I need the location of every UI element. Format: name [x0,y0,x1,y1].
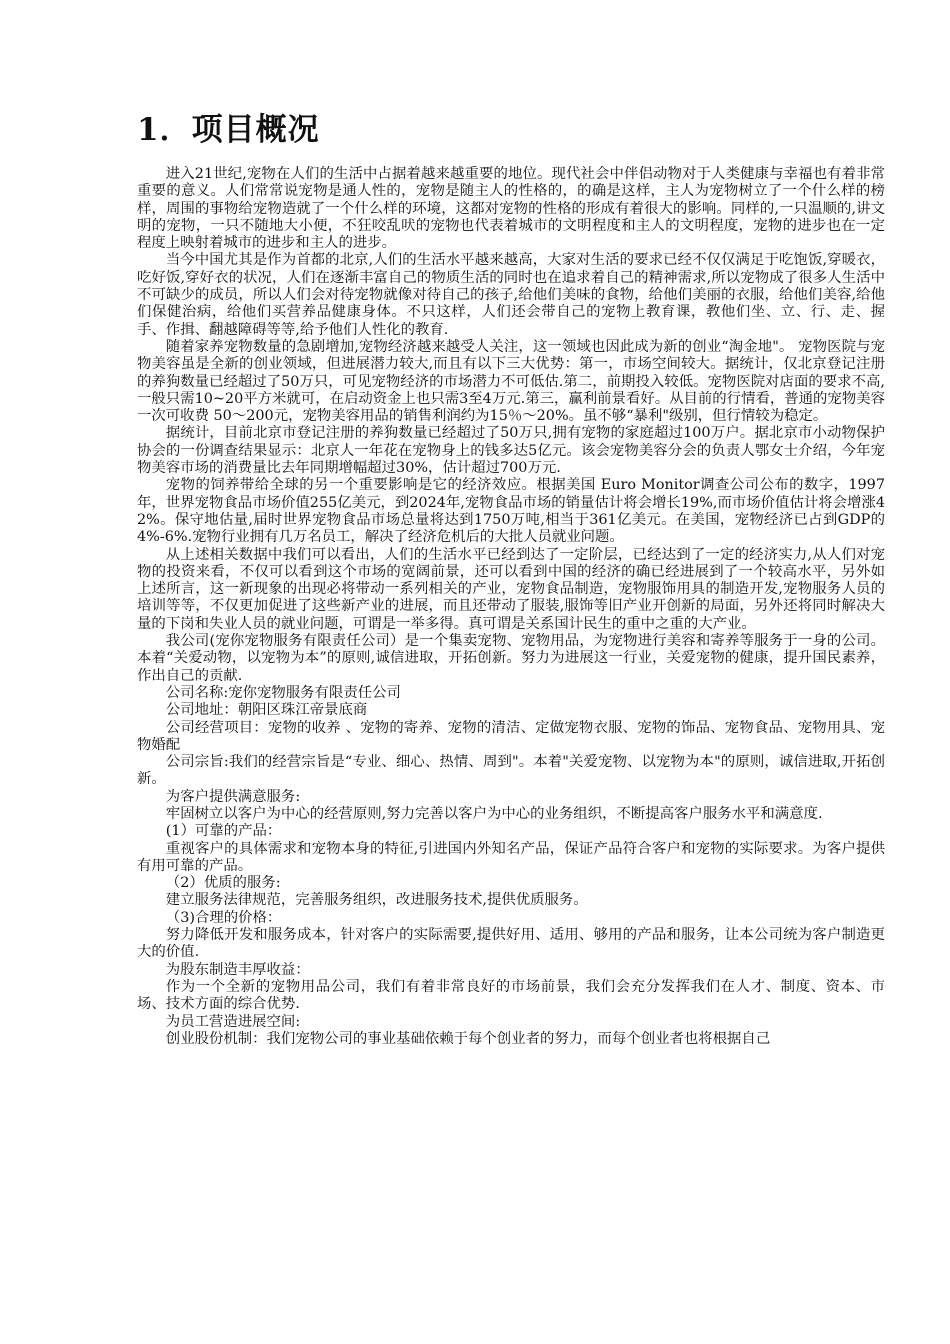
paragraph: 牢固树立以客户为中心的经营原则,努力完善以客户为中心的业务组织，不断提高客户服务水平和满意度. [165,805,823,822]
section-heading: 1．项目概况 [137,112,320,148]
paragraph: (1）可靠的产品： [165,823,282,840]
paragraph: 据统计，目前北京市登记注册的养狗数量已经超过了50万只,拥有宠物的家庭超过100万户。据北京市小动物保护协会的一份调查结果显示：北京人一年花在宠物身上的钱多达5亿元。该会宠物美容分会的负责人鄂女士介绍，今年宠物美容市场的消费量比去年同期增幅超过30%，估计超过700万元. [137,425,885,477]
paragraph: 建立服务法律规范，完善服务组织，改进服务技术,提供优质服务。 [165,892,588,909]
paragraph: 为客户提供满意服务: [165,788,301,805]
paragraph: 为股东制造丰厚收益： [165,961,310,978]
paragraph: 作为一个全新的宠物用品公司，我们有着非常良好的市场前景，我们会充分发挥我们在人才、制度、资本、市场、技术方面的综合优势. [137,978,885,1013]
paragraph: 努力降低开发和服务成本，针对客户的实际需要,提供好用、适用、够用的产品和服务，让本公司统为客户制造更大的价值. [137,927,885,961]
paragraph: （2）优质的服务: [165,875,281,892]
paragraph: 随着家养宠物数量的急剧增加,宠物经济越来越受人关注，这一领域也因此成为新的创业“淘金地"。 宠物医院与宠物美容虽是全新的创业领域，但进展潜力较大,而且有以下三大优势：第一，市场空间较大。据统计，仅北京登记注册的养狗数量已经超过了50万只，可见宠物经济的市场潜力不可低估.第二，前期投入较低。宠物医院对店面的要求不高,一般只需10~20平方米就可，在启动资金上也只需3至4万元.第三，赢利前景看好。从目前的行情看，普通的宠物美容一次可收费 50～200元，宠物美容用品的销售利润约为15％～20%。虽不够“暴利"级别，但行情较为稳定。 [137,338,885,425]
paragraph: 我公司(宠你宠物服务有限责任公司）是一个集卖宠物、宠物用品，为宠物进行美容和寄养等服务于一身的公司。本着“关爱动物，以宠物为本”的原则,诚信进取，开拓创新。努力为进展这一行业，关爱宠物的健康，提升国民素养，作出自己的贡献. [137,633,885,684]
paragraph: 重视客户的具体需求和宠物本身的特征,引进国内外知名产品，保证产品符合客户和宠物的实际要求。为客户提供有用可靠的产品。 [137,840,885,874]
body-text [137,166,885,1048]
paragraph: 进入21世纪,宠物在人们的生活中占据着越来越重要的地位。现代社会中伴侣动物对于人类健康与幸福也有着非常重要的意义。人们常常说宠物是通人性的，宠物是随主人的性格的，的确是这样，主人为宠物树立了一个什么样的榜样，周围的事物给宠物造就了一个什么样的环境，这都对宠物的性格的形成有着很大的影响。同样的,一只温顺的,讲文明的宠物，一只不随地大小便，不狂咬乱吠的宠物也代表着城市的文明程度和主人的文明程度，宠物的进步也在一定程度上映射着城市的进步和主人的进步。 [137,166,885,252]
paragraph: 从上述相关数据中我们可以看出，人们的生活水平已经到达了一定阶层，已经达到了一定的经济实力,从人们对宠物的投资来看，不仅可以看到这个市场的宽阔前景，还可以看到中国的经济的确已经进展到了一个较高水平，另外如上述所言，这一新现象的出现必将带动一系列相关的产业，宠物食品制造，宠物服饰用具的制造开发,宠物服务人员的培训等等，不仅更加促进了这些新产业的进展，而且还带动了服装,服饰等旧产业开创新的局面，另外还将同时解决大量的下岗和失业人员的就业问题，可谓是一举多得。真可谓是关系国计民生的重中之重的大产业。 [137,546,885,632]
paragraph: 创业股份机制：我们宠物公司的事业基础依赖于每个创业者的努力，而每个创业者也将根据自己 [165,1030,771,1047]
paragraph: 公司地址：朝阳区珠江帝景底商 [165,702,368,719]
paragraph: 公司经营项目：宠物的收养 、宠物的寄养、宠物的清洁、定做宠物衣服、宠物的饰品、宠物食品、宠物用具、宠物婚配 [137,719,885,753]
paragraph: 当今中国尤其是作为首都的北京,人们的生活水平越来越高，大家对生活的要求已经不仅仅满足于吃饱饭,穿暖衣，吃好饭,穿好衣的状况，人们在逐渐丰富自己的物质生活的同时也在追求着自己的精神需求,所以宠物成了很多人生活中不可缺少的成员，所以人们会对待宠物就像对待自己的孩子,给他们美味的食物，给他们美丽的衣服，给他们美容,给他们保健治病，给他们买营养品健康身体。不只这样，人们还会带自己的宠物上教育课，教他们坐、立、行、走、握手、作揖、翻越障碍等等,给予他们人性化的教育. [137,252,885,338]
paragraph: 为员工营造进展空间: [165,1013,301,1030]
paragraph: 公司名称:宠你宠物服务有限责任公司 [165,684,401,701]
paragraph: 宠物的饲养带给全球的另一个重要影响是它的经济效应。根据美国 Euro Monitor调查公司公布的数字，1997年，世界宠物食品市场价值255亿美元，到2024年,宠物食品市场的销量估计将会增长19%,而市场价值估计将会增涨42%。保守地估量,届时世界宠物食品市场总量将达到1750万吨,相当于361亿美元。在美国，宠物经济已占到GDP的4%-6%.宠物行业拥有几万名员工，解决了经济危机后的大批人员就业问题。 [137,477,885,546]
paragraph: 公司宗旨:我们的经营宗旨是“专业、细心、热情、周到"。本着"关爱宠物、以宠物为本"的原则，诚信进取,开拓创新。 [137,754,885,788]
paragraph: （3)合理的价格： [165,909,282,926]
